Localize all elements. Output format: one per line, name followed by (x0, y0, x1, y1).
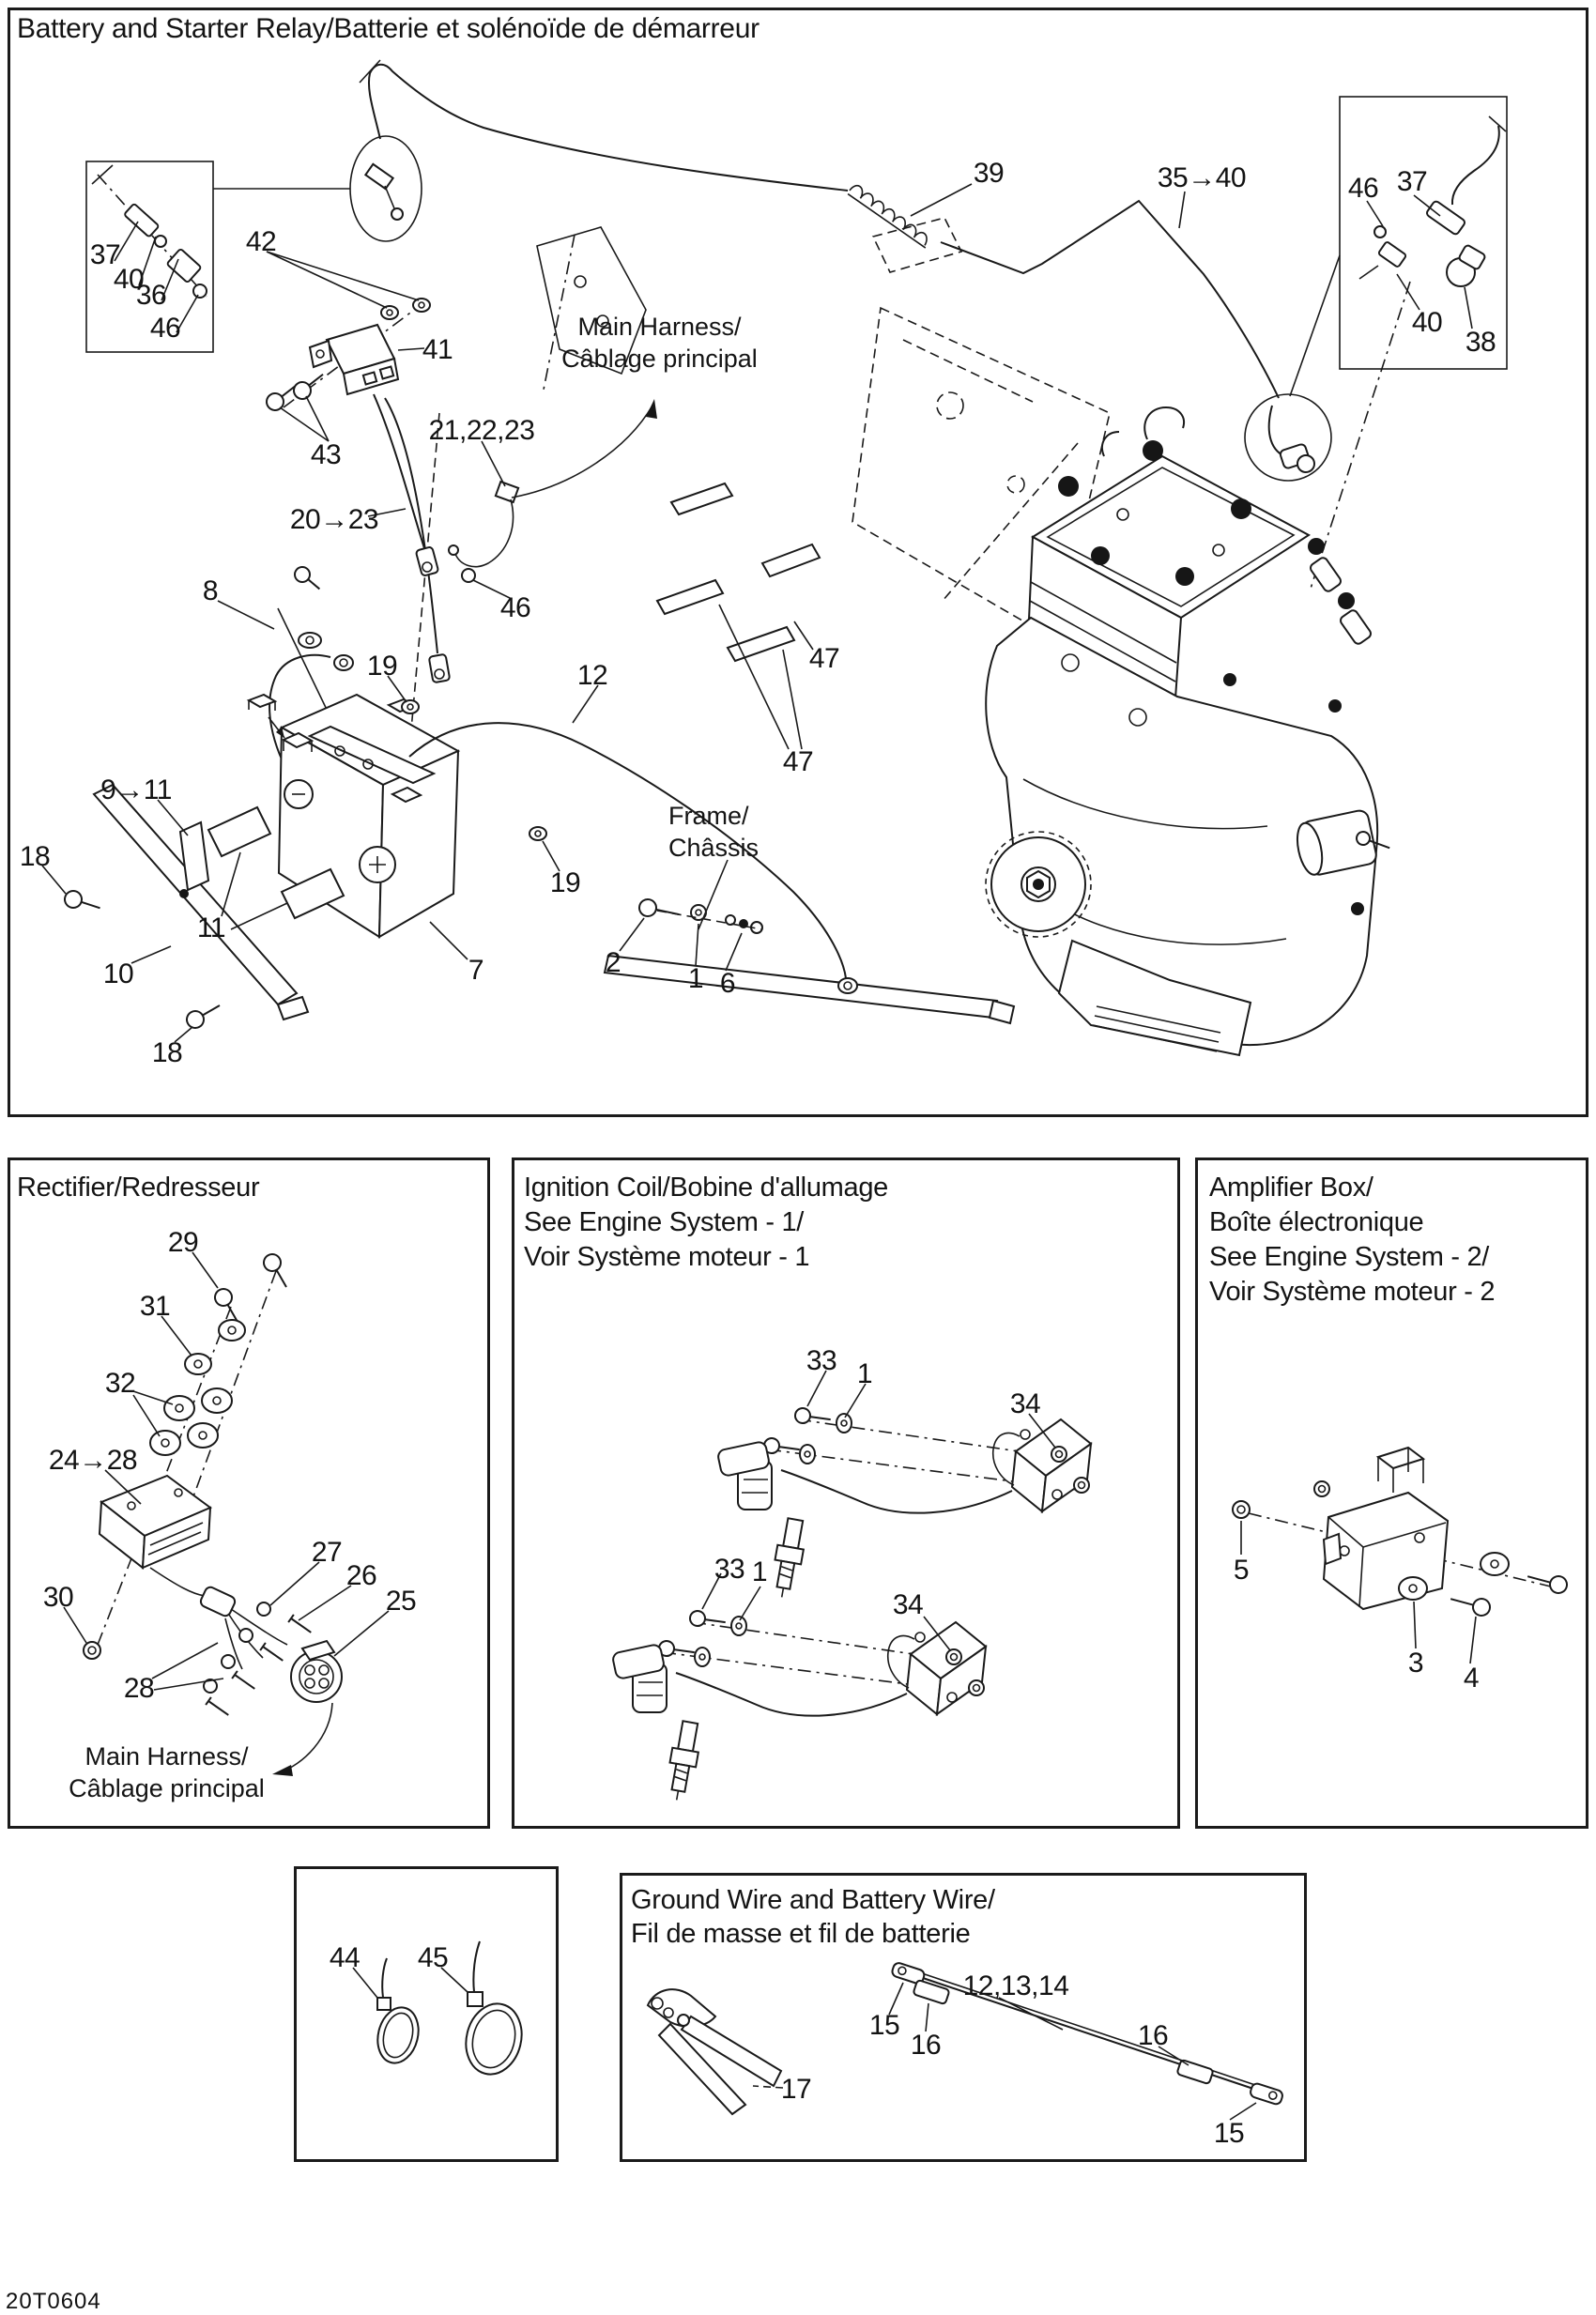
panel-cable-ties (294, 1866, 559, 2162)
part-number-label: 32 (104, 1368, 136, 1399)
part-number-label: 34 (1009, 1388, 1041, 1419)
part-number-label: 18 (19, 841, 51, 872)
panel-battery-starter-relay (8, 8, 1588, 1117)
panel-rectifier (8, 1158, 490, 1829)
ignition-title-line1: Ignition Coil/Bobine d'allumage (524, 1173, 888, 1203)
part-number-label: 45 (417, 1942, 449, 1973)
part-number-label: 36 (135, 280, 167, 311)
part-number-label: 11 (196, 912, 226, 943)
part-number-label: 28 (123, 1673, 155, 1704)
part-number-label: 33 (714, 1554, 745, 1585)
part-number-label: 6 (719, 968, 736, 999)
part-number-label: 15 (1213, 2118, 1245, 2149)
part-number-label: 47 (782, 746, 814, 777)
panel-title-ignition (524, 1171, 888, 1275)
part-number-label: 25 (385, 1586, 417, 1617)
panel-title-amplifier (1209, 1171, 1495, 1310)
amplifier-title-line2: Boîte électronique (1209, 1207, 1424, 1237)
part-number-label: 31 (139, 1291, 171, 1322)
part-number-label: 21,22,23 (428, 415, 535, 446)
main-harness-note-line1: Main Harness/ (577, 313, 742, 341)
part-number-label: 37 (1396, 166, 1428, 197)
part-number-label: 16 (910, 2030, 942, 2061)
part-number-label: 15 (868, 2010, 900, 2041)
part-number-label: 5 (1233, 1555, 1250, 1586)
frame-note (668, 800, 790, 864)
part-number-label: 16 (1137, 2020, 1169, 2051)
part-number-label: 46 (149, 313, 181, 344)
part-number-label: 43 (310, 439, 342, 470)
part-number-label: 4 (1463, 1663, 1480, 1694)
main-harness-note-line1: Main Harness/ (84, 1742, 249, 1771)
part-number-label: 42 (245, 226, 277, 257)
part-number-label: 1 (856, 1358, 873, 1389)
main-harness-note-top (559, 311, 760, 375)
panel-title-rectifier: Rectifier/Redresseur (17, 1173, 260, 1203)
part-number-label: 10 (102, 958, 134, 989)
main-harness-note-rectifier (66, 1740, 268, 1804)
part-number-label: 40 (1411, 307, 1443, 338)
part-number-label: 30 (42, 1582, 74, 1613)
part-number-label: 3 (1407, 1648, 1424, 1679)
part-number-label: 35→40 (1157, 162, 1247, 193)
panel-title-battery-relay: Battery and Starter Relay/Batterie et solénoïde de démarreur (17, 13, 760, 44)
part-number-label: 34 (892, 1589, 924, 1620)
amplifier-title-line3: See Engine System - 2/ (1209, 1242, 1490, 1272)
part-number-label: 8 (202, 575, 219, 606)
part-number-label: 33 (806, 1345, 837, 1376)
part-number-label: 41 (422, 334, 453, 365)
ground-title-line1: Ground Wire and Battery Wire/ (631, 1885, 995, 1915)
part-number-label: 27 (311, 1537, 343, 1568)
panel-title-ground-wire (631, 1883, 995, 1951)
ground-title-line2: Fil de masse et fil de batterie (631, 1919, 971, 1949)
amplifier-title-line4: Voir Système moteur - 2 (1209, 1277, 1496, 1307)
frame-note-line1: Frame/ (668, 802, 749, 830)
document-code: 20T0604 (6, 2289, 101, 2314)
part-number-label: 19 (549, 867, 581, 898)
ignition-title-line2: See Engine System - 1/ (524, 1207, 805, 1237)
part-number-label: 1 (751, 1556, 768, 1587)
part-number-label: 12,13,14 (962, 1970, 1069, 2001)
ignition-title-line3: Voir Système moteur - 1 (524, 1242, 810, 1272)
part-number-label: 17 (780, 2074, 812, 2105)
part-number-label: 40 (113, 264, 145, 295)
part-number-label: 46 (499, 592, 531, 623)
part-number-label: 18 (151, 1037, 183, 1068)
main-harness-note-line2: Câblage principal (69, 1774, 265, 1802)
part-number-label: 47 (808, 643, 840, 674)
part-number-label: 26 (345, 1560, 377, 1591)
part-number-label: 39 (973, 158, 1005, 189)
part-number-label: 7 (468, 955, 484, 986)
part-number-label: 9→11 (100, 774, 172, 805)
part-number-label: 44 (329, 1942, 361, 1973)
part-number-label: 24→28 (48, 1445, 138, 1476)
part-number-label: 37 (89, 239, 121, 270)
main-harness-note-line2: Câblage principal (561, 345, 758, 373)
part-number-label: 20→23 (289, 504, 379, 535)
frame-note-line2: Châssis (668, 834, 760, 862)
part-number-label: 1 (687, 963, 704, 994)
part-number-label: 29 (167, 1227, 199, 1258)
part-number-label: 2 (605, 947, 622, 978)
part-number-label: 38 (1465, 327, 1496, 358)
amplifier-title-line1: Amplifier Box/ (1209, 1173, 1373, 1203)
part-number-label: 46 (1347, 173, 1379, 204)
part-number-label: 12 (576, 660, 608, 691)
part-number-label: 19 (366, 651, 398, 682)
